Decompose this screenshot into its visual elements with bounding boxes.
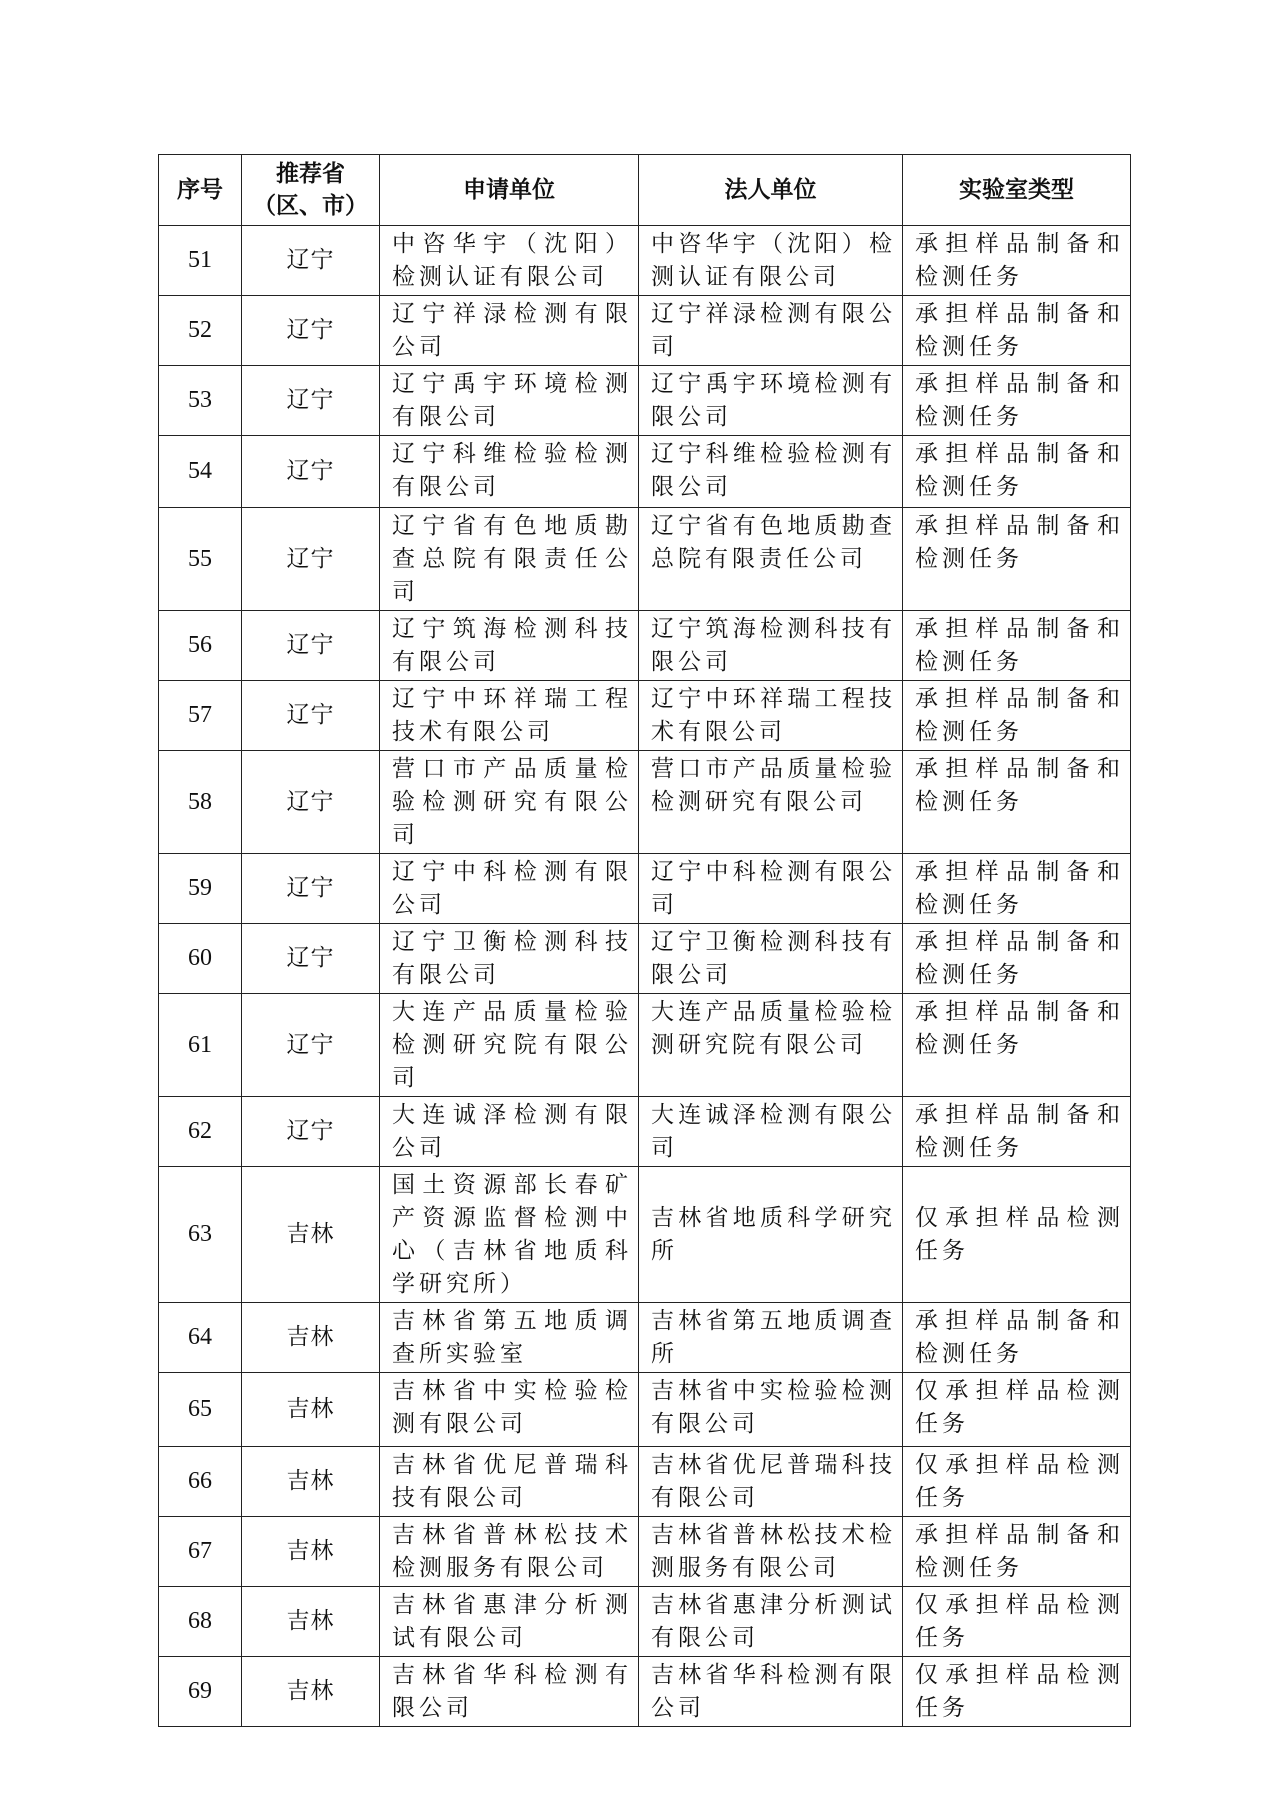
row-province: 辽宁 [242, 611, 380, 681]
lab-table [158, 154, 1131, 1727]
row-legal-entity: 吉林省惠津分析测试有限公司 [639, 1587, 903, 1657]
row-index: 55 [159, 508, 242, 611]
row-legal-entity: 吉林省普林松技术检测服务有限公司 [639, 1517, 903, 1587]
row-applicant: 中咨华宇（沈阳）检测认证有限公司 [380, 226, 639, 296]
table-row [159, 226, 1131, 296]
row-legal-entity: 辽宁祥渌检测有限公司 [639, 296, 903, 366]
row-province: 辽宁 [242, 508, 380, 611]
table-row [159, 751, 1131, 854]
row-index: 60 [159, 924, 242, 994]
row-legal-entity: 吉林省中实检验检测有限公司 [639, 1373, 903, 1447]
header-legal-entity: 法人单位 [639, 155, 903, 226]
row-applicant: 吉林省第五地质调查所实验室 [380, 1303, 639, 1373]
row-lab-type: 承担样品制备和检测任务 [903, 681, 1131, 751]
row-applicant: 辽宁卫衡检测科技有限公司 [380, 924, 639, 994]
row-applicant: 吉林省普林松技术检测服务有限公司 [380, 1517, 639, 1587]
row-legal-entity: 中咨华宇（沈阳）检测认证有限公司 [639, 226, 903, 296]
table-row [159, 1303, 1131, 1373]
header-applicant: 申请单位 [380, 155, 639, 226]
row-province: 吉林 [242, 1303, 380, 1373]
table-row [159, 1097, 1131, 1167]
row-applicant: 吉林省华科检测有限公司 [380, 1657, 639, 1727]
table-row [159, 1657, 1131, 1727]
row-index: 53 [159, 366, 242, 436]
row-lab-type: 承担样品制备和检测任务 [903, 924, 1131, 994]
row-applicant: 国土资源部长春矿产资源监督检测中心（吉林省地质科学研究所） [380, 1167, 639, 1303]
row-index: 67 [159, 1517, 242, 1587]
row-applicant: 辽宁祥渌检测有限公司 [380, 296, 639, 366]
row-province: 吉林 [242, 1167, 380, 1303]
header-index: 序号 [159, 155, 242, 226]
row-applicant: 吉林省中实检验检测有限公司 [380, 1373, 639, 1447]
row-province: 吉林 [242, 1373, 380, 1447]
row-applicant: 辽宁筑海检测科技有限公司 [380, 611, 639, 681]
row-lab-type: 承担样品制备和检测任务 [903, 1517, 1131, 1587]
table-row [159, 994, 1131, 1097]
row-index: 51 [159, 226, 242, 296]
row-province: 辽宁 [242, 296, 380, 366]
row-province: 辽宁 [242, 681, 380, 751]
row-lab-type: 承担样品制备和检测任务 [903, 1303, 1131, 1373]
row-lab-type: 承担样品制备和检测任务 [903, 366, 1131, 436]
row-legal-entity: 营口市产品质量检验检测研究有限公司 [639, 751, 903, 854]
row-province: 辽宁 [242, 436, 380, 508]
row-lab-type: 承担样品制备和检测任务 [903, 751, 1131, 854]
row-lab-type: 承担样品制备和检测任务 [903, 611, 1131, 681]
row-applicant: 大连诚泽检测有限公司 [380, 1097, 639, 1167]
row-lab-type: 承担样品制备和检测任务 [903, 508, 1131, 611]
row-province: 吉林 [242, 1517, 380, 1587]
row-legal-entity: 吉林省地质科学研究所 [639, 1167, 903, 1303]
table-row [159, 296, 1131, 366]
row-applicant: 营口市产品质量检验检测研究有限公司 [380, 751, 639, 854]
row-applicant: 辽宁中科检测有限公司 [380, 854, 639, 924]
row-lab-type: 仅承担样品检测任务 [903, 1587, 1131, 1657]
row-legal-entity: 辽宁科维检验检测有限公司 [639, 436, 903, 508]
table-body [159, 226, 1131, 1727]
table-row [159, 611, 1131, 681]
row-legal-entity: 大连诚泽检测有限公司 [639, 1097, 903, 1167]
table-row [159, 436, 1131, 508]
row-applicant: 吉林省惠津分析测试有限公司 [380, 1587, 639, 1657]
table-row [159, 854, 1131, 924]
row-index: 68 [159, 1587, 242, 1657]
table-row [159, 1517, 1131, 1587]
row-province: 辽宁 [242, 751, 380, 854]
header-row [159, 155, 1131, 226]
row-province: 辽宁 [242, 226, 380, 296]
row-province: 吉林 [242, 1447, 380, 1517]
header-province-line1: 推荐省 [276, 161, 345, 187]
row-province: 辽宁 [242, 854, 380, 924]
header-province-line2: （区、市） [253, 193, 368, 219]
row-index: 69 [159, 1657, 242, 1727]
table-row [159, 1373, 1131, 1447]
row-index: 66 [159, 1447, 242, 1517]
row-lab-type: 仅承担样品检测任务 [903, 1167, 1131, 1303]
row-lab-type: 承担样品制备和检测任务 [903, 994, 1131, 1097]
table-row [159, 1447, 1131, 1517]
row-lab-type: 仅承担样品检测任务 [903, 1373, 1131, 1447]
row-index: 61 [159, 994, 242, 1097]
row-applicant: 吉林省优尼普瑞科技有限公司 [380, 1447, 639, 1517]
row-legal-entity: 辽宁省有色地质勘查总院有限责任公司 [639, 508, 903, 611]
row-province: 辽宁 [242, 994, 380, 1097]
row-index: 56 [159, 611, 242, 681]
row-index: 62 [159, 1097, 242, 1167]
row-lab-type: 仅承担样品检测任务 [903, 1657, 1131, 1727]
row-applicant: 辽宁中环祥瑞工程技术有限公司 [380, 681, 639, 751]
table-row [159, 681, 1131, 751]
row-applicant: 辽宁禹宇环境检测有限公司 [380, 366, 639, 436]
table-row [159, 1587, 1131, 1657]
row-lab-type: 承担样品制备和检测任务 [903, 226, 1131, 296]
header-lab-type: 实验室类型 [903, 155, 1131, 226]
row-lab-type: 承担样品制备和检测任务 [903, 854, 1131, 924]
table-row [159, 508, 1131, 611]
row-index: 52 [159, 296, 242, 366]
row-lab-type: 承担样品制备和检测任务 [903, 1097, 1131, 1167]
row-legal-entity: 吉林省华科检测有限公司 [639, 1657, 903, 1727]
row-province: 辽宁 [242, 924, 380, 994]
row-index: 63 [159, 1167, 242, 1303]
row-province: 辽宁 [242, 366, 380, 436]
row-applicant: 辽宁科维检验检测有限公司 [380, 436, 639, 508]
row-province: 吉林 [242, 1657, 380, 1727]
table-row [159, 366, 1131, 436]
table-row [159, 924, 1131, 994]
table-header [159, 155, 1131, 226]
row-legal-entity: 辽宁筑海检测科技有限公司 [639, 611, 903, 681]
row-province: 辽宁 [242, 1097, 380, 1167]
row-index: 59 [159, 854, 242, 924]
row-applicant: 大连产品质量检验检测研究院有限公司 [380, 994, 639, 1097]
row-legal-entity: 辽宁卫衡检测科技有限公司 [639, 924, 903, 994]
row-legal-entity: 辽宁中环祥瑞工程技术有限公司 [639, 681, 903, 751]
row-province: 吉林 [242, 1587, 380, 1657]
row-legal-entity: 吉林省优尼普瑞科技有限公司 [639, 1447, 903, 1517]
row-lab-type: 仅承担样品检测任务 [903, 1447, 1131, 1517]
table-row [159, 1167, 1131, 1303]
row-legal-entity: 大连产品质量检验检测研究院有限公司 [639, 994, 903, 1097]
row-index: 54 [159, 436, 242, 508]
row-lab-type: 承担样品制备和检测任务 [903, 296, 1131, 366]
row-index: 57 [159, 681, 242, 751]
row-legal-entity: 辽宁禹宇环境检测有限公司 [639, 366, 903, 436]
header-province [242, 155, 380, 226]
row-applicant: 辽宁省有色地质勘查总院有限责任公司 [380, 508, 639, 611]
row-index: 58 [159, 751, 242, 854]
row-legal-entity: 吉林省第五地质调查所 [639, 1303, 903, 1373]
row-legal-entity: 辽宁中科检测有限公司 [639, 854, 903, 924]
row-lab-type: 承担样品制备和检测任务 [903, 436, 1131, 508]
row-index: 65 [159, 1373, 242, 1447]
row-index: 64 [159, 1303, 242, 1373]
